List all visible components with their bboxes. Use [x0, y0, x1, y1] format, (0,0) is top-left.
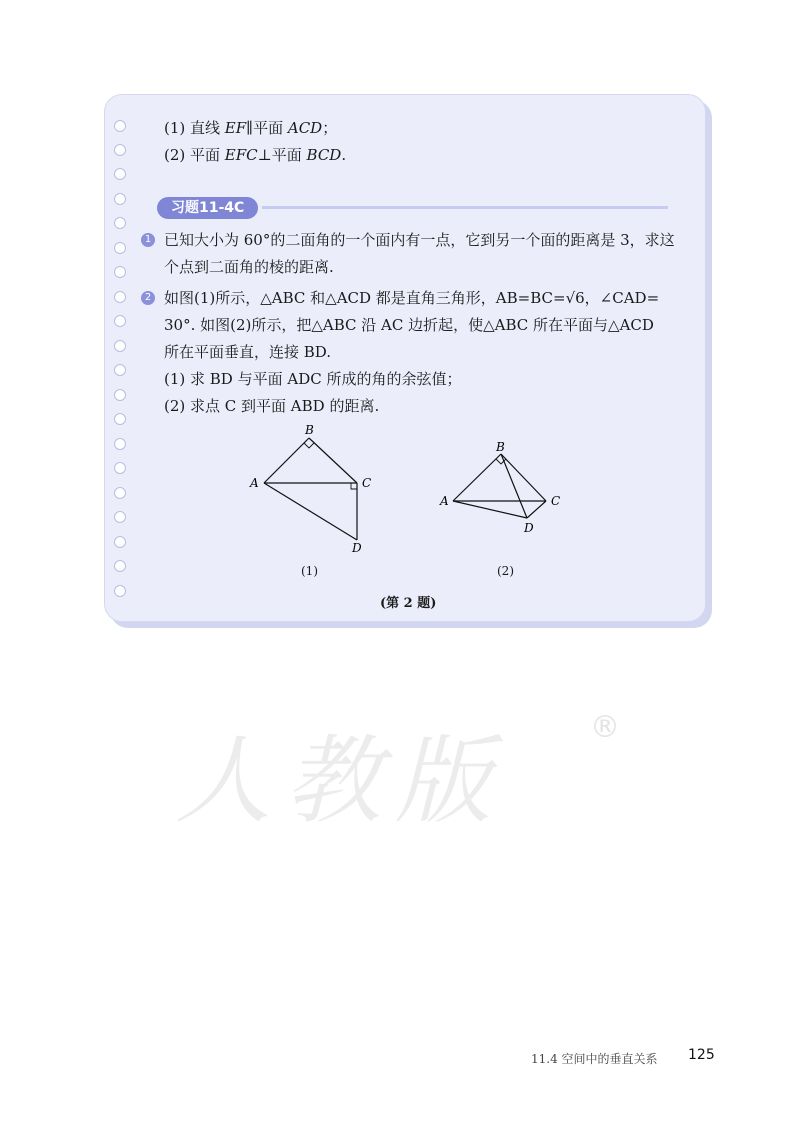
footer-chapter: 11.4 空间中的垂直关系: [531, 1052, 658, 1066]
fig2-edge-ad: [453, 501, 527, 518]
ring-icon: [114, 217, 126, 229]
fig2-label-d: D: [524, 521, 534, 535]
fig2-edge-cd: [527, 501, 546, 518]
watermark: 人教版: [175, 725, 505, 837]
top-item-1: (1) 直线 EF∥平面 ACD；: [164, 119, 338, 137]
ring-icon: [114, 560, 126, 572]
ring-icon: [114, 168, 126, 180]
fig1-edge-ab: [264, 438, 309, 483]
ring-icon: [114, 585, 126, 597]
ring-icon: [114, 193, 126, 205]
watermark-registered-mark: ®: [590, 710, 620, 745]
figure-1: [240, 420, 380, 560]
problem-2-line-1: 如图(1)所示，△ABC 和△ACD 都是直角三角形，AB=BC=√6，∠CAD=: [164, 289, 660, 307]
problem-2-line-3: 所在平面垂直，连接 BD.: [164, 343, 332, 361]
fig1-label-d: D: [352, 541, 362, 555]
figure-1-label: (1): [301, 564, 318, 578]
fig1-label-a: A: [250, 476, 259, 490]
problem-2-sub-2: (2) 求点 C 到平面 ABD 的距离.: [164, 397, 380, 415]
section-rule: [262, 206, 668, 209]
fig2-label-a: A: [440, 494, 449, 508]
fig2-edge-bd: [501, 454, 527, 518]
fig2-edge-bc: [501, 454, 546, 501]
ring-icon: [114, 389, 126, 401]
figure-2: [430, 435, 570, 545]
ring-icon: [114, 266, 126, 278]
problem-1-badge: 1: [141, 233, 155, 247]
section-title: 习题11-4C: [157, 197, 258, 219]
problem-1-line-2: 个点到二面角的棱的距离.: [164, 258, 334, 276]
fig2-label-c: C: [551, 494, 561, 508]
fig1-right-angle-b: [304, 443, 314, 448]
fig1-label-c: C: [362, 476, 372, 490]
ring-icon: [114, 144, 126, 156]
fig2-label-b: B: [496, 440, 505, 454]
fig1-edge-ad: [264, 483, 357, 540]
fig1-edge-bc: [309, 438, 357, 483]
problem-2-sub-1: (1) 求 BD 与平面 ADC 所成的角的余弦值；: [164, 370, 462, 388]
ring-icon: [114, 462, 126, 474]
ring-icon: [114, 315, 126, 327]
ring-icon: [114, 536, 126, 548]
problem-2-line-2: 30°. 如图(2)所示，把△ABC 沿 AC 边折起，使△ABC 所在平面与△ACD: [164, 316, 654, 334]
top-item-2: (2) 平面 EFC⊥平面 BCD.: [164, 146, 347, 164]
ring-icon: [114, 242, 126, 254]
figure-caption: (第 2 题): [380, 596, 437, 611]
ring-icon: [114, 340, 126, 352]
figure-2-label: (2): [497, 564, 514, 578]
fig1-label-b: B: [305, 423, 314, 437]
problem-1-line-1: 已知大小为 60°的二面角的一个面内有一点，它到另一个面的距离是 3，求这: [164, 231, 675, 249]
fig2-edge-ab: [453, 454, 501, 501]
ring-icon: [114, 511, 126, 523]
ring-icon: [114, 364, 126, 376]
problem-2-badge: 2: [141, 291, 155, 305]
page-number: 125: [688, 1047, 715, 1063]
fig1-right-angle-c: [351, 483, 357, 489]
ring-icon: [114, 120, 126, 132]
ring-icon: [114, 413, 126, 425]
ring-icon: [114, 438, 126, 450]
ring-icon: [114, 487, 126, 499]
ring-icon: [114, 291, 126, 303]
